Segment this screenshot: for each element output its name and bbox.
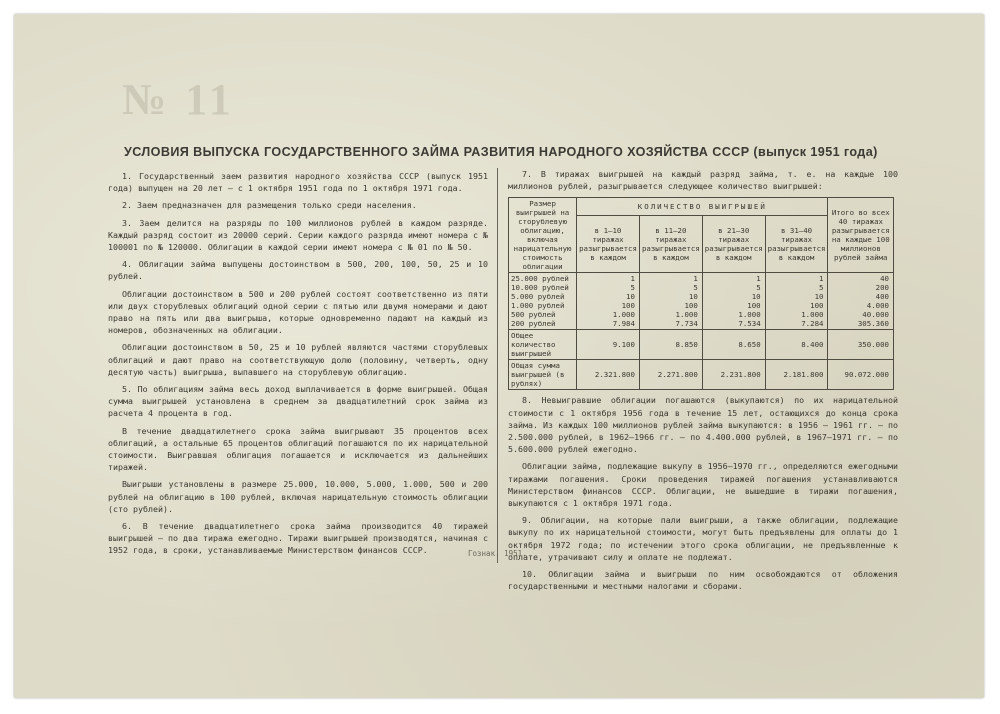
table-group-header: КОЛИЧЕСТВО ВЫИГРЫШЕЙ	[577, 198, 828, 216]
table-row	[509, 360, 894, 390]
table-cell: 2.181.800	[765, 360, 828, 390]
table-cell: 1 5 10 100 1.000 7.534	[702, 273, 765, 330]
clause-7: 7. В тиражах выигрышей на каждый разряд займа, т. е. на каждые 100 миллионов рублей, разыгрывается следующее количество выигрышей:	[508, 169, 898, 192]
table-column-header: Итого во всех 40 тиражах разыгрывается на каждые 100 миллионов рублей займа	[828, 198, 894, 273]
clause-9: 9. Облигации, на которые пали выигрыши, а также облигации, подлежащие выкупу по их нарицательной стоимости, могут быть предъявлены для оплаты до 1 октября 1972 года; по истечении этого срока облигации, не предъявленные к оплате, утрачивают силу и оплате не подлежат.	[508, 515, 898, 562]
table-row	[509, 273, 894, 330]
serial-number-ghost: № 11	[122, 75, 235, 124]
clause-8: 8. Невыигравшие облигации погашаются (выкупаются) по их нарицательной стоимости с 1 октября 1956 года в течение 15 лет, остающихся до конца срока займа. Из каждых 100 миллионов рублей займа выкупаются: в 1956 — 1961 гг. — по 2.500.000 рублей, в 1962—1966 гг. — по 4.400.000 рублей, в 1967—1971 гг. — по 5.600.000 рублей ежегодно.	[508, 395, 898, 455]
table-cell: 8.850	[639, 330, 702, 360]
table-corner-header: Размер выигрышей на сторублевую облигацию, включая нарицательную стоимость облигации	[509, 198, 577, 273]
right-column	[508, 168, 898, 597]
clause-2: 2. Заем предназначен для размещения только среди населения.	[122, 200, 417, 211]
table-column-header: в 31—40 тиражах разыгрывается в каждом	[765, 216, 828, 273]
clause-4: 4. Облигации займа выпущены достоинством в 500, 200, 100, 50, 25 и 10 рублей.	[108, 259, 488, 282]
clause-4-para-3: Облигации достоинством в 50, 25 и 10 рублей являются частями сторублевых облигаций и дают право на соответствующую долю (половину, четверть, одну десятую часть) выигрыша, выпавшего на сторублевую облигацию.	[108, 342, 488, 377]
table-cell: 350.000	[828, 330, 894, 360]
table-column-header: в 11—20 тиражах разыгрывается в каждом	[639, 216, 702, 273]
row-label: 25.000 рублей 10.000 рублей 5.000 рублей 1.000 рублей 500 рублей 200 рублей	[509, 273, 577, 330]
clause-4-para-2: Облигации достоинством в 500 и 200 рублей состоят соответственно из пяти или двух сторублевых облигаций одной серии с пятью или двумя номерами и дают право на пять или два выигрыша, которые одновременно падают на каждый из номеров, обозначенных на облигации.	[108, 288, 488, 336]
table-cell: 8.650	[702, 330, 765, 360]
total-count-label: Общее количество выигрышей	[509, 330, 577, 360]
table-row	[509, 330, 894, 360]
printer-mark: Гознак. 1951.	[468, 549, 527, 558]
table-cell: 8.400	[765, 330, 828, 360]
column-divider	[497, 168, 498, 563]
left-column	[108, 170, 488, 562]
table-cell: 2.271.800	[639, 360, 702, 390]
table-cell: 2.321.800	[577, 360, 640, 390]
table-cell: 2.231.800	[702, 360, 765, 390]
clause-5: 5. По облигациям займа весь доход выплачивается в форме выигрышей. Общая сумма выигрышей установлена в среднем за двадцатилетний срок займа из расчета 4 процента в год.	[108, 384, 488, 419]
clause-6: 6. В течение двадцатилетнего срока займа производится 40 тиражей выигрышей — по два тиража ежегодно. Тиражи выигрышей производятся, начиная с 1952 года, в сроки, устанавливаемые Министерством финансов СССР.	[108, 521, 488, 556]
total-sum-label: Общая сумма выигрышей (в рублях)	[509, 360, 577, 390]
table-column-header: в 1—10 тиражах разыгрывается в каждом	[577, 216, 640, 273]
clause-5-para-2: В течение двадцатилетнего срока займа выигрывают 35 процентов всех облигаций, а остальные 65 процентов облигаций погашаются по их нарицательной стоимости. Выигравшая облигация погашается и исключается из дальнейших тиражей.	[108, 425, 488, 473]
prizes-table	[508, 197, 894, 390]
table-cell: 1 5 10 100 1.000 7.734	[639, 273, 702, 330]
document-title: УСЛОВИЯ ВЫПУСКА ГОСУДАРСТВЕННОГО ЗАЙМА РАЗВИТИЯ НАРОДНОГО ХОЗЯЙСТВА СССР (выпуск 1951 года)	[124, 145, 878, 159]
clause-10: 10. Облигации займа и выигрыши по ним освобождаются от обложения государственными и местными налогами и сборами.	[508, 569, 898, 592]
clause-1: 1. Государственный заем развития народного хозяйства СССР (выпуск 1951 года) выпущен на 20 лет — с 1 октября 1951 года по 1 октября 1971 года.	[108, 171, 488, 194]
table-cell: 9.100	[577, 330, 640, 360]
clause-3: 3. Заем делится на разряды по 100 миллионов рублей в каждом разряде. Каждый разряд состоит из 20000 серий. Серии каждого разряда имеют номера с № 100001 по № 120000. Облигации в каждой серии имеют номера с № 01 по № 50.	[108, 217, 488, 253]
table-cell: 40 200 400 4.000 40.000 305.360	[828, 273, 894, 330]
table-cell: 1 5 10 100 1.000 7.284	[765, 273, 828, 330]
table-column-header: в 21—30 тиражах разыгрывается в каждом	[702, 216, 765, 273]
clause-8-para-2: Облигации займа, подлежащие выкупу в 1956—1970 гг., определяются ежегодными тиражами погашения. Сроки проведения тиражей погашения устанавливаются Министерством финансов СССР. Облигации, не вышедшие в тиражи погашения, выкупаются с 1 октября 1971 года.	[508, 461, 898, 509]
table-cell: 1 5 10 100 1.000 7.984	[577, 273, 640, 330]
table-cell: 90.072.000	[828, 360, 894, 390]
clause-5-para-3: Выигрыши установлены в размере 25.000, 10.000, 5.000, 1.000, 500 и 200 рублей на облигацию в 100 рублей, включая нарицательную стоимость облигации (сто рублей).	[108, 479, 488, 514]
